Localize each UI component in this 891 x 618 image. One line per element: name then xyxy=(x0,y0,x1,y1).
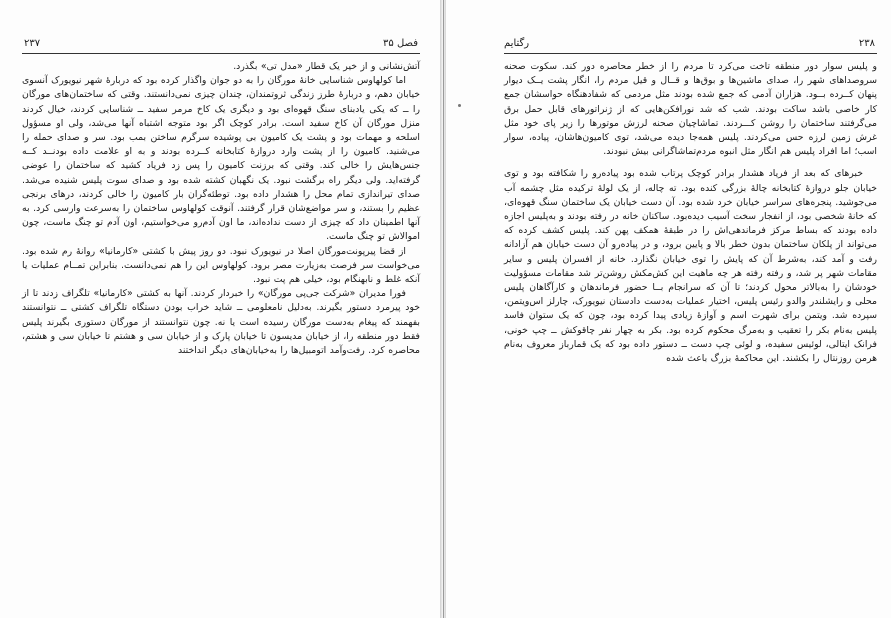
left-running-title: فصل ۳۵ xyxy=(383,38,418,49)
gutter-line xyxy=(443,0,444,618)
right-paragraph-1: و پلیس سوار دور منطقه تاخت می‌کرد تا مردم را از خطر محاصره دور کند. سکوت صحنه سروصداهای شهر را، صدای ماشین‌ها و بوق‌ها و قــال و قیل مردم را، انگار پشت یــک دیوار پنهان کــرده بــود. هزاران آدمی که جمع شده بودند مثل مردمی که شفادهنگاه حواسشان جمع کار خاصی باشد ساکت بودند. شب که شد نورافکن‌هایی که از ژنراتورهای قابل حمل برق می‌گرفتند ساختمان را روشن کـــردند. تماشاچیان صحنه لرزش موتورها را زیر پای خود مثل غرش زمین لرزه حس می‌کردند. پلیس همه‌جا دیده می‌شد، توی کامیون‌هاشان، پیاده، سوار اسب؛ اما افراد پلیس هم انگار مثل انبوه مردم‌تماشاگرانی بیش نبودند. xyxy=(504,61,877,158)
right-paragraph-2: خبرهای که بعد از فریاد هشدار برادر کوچک پرتاب شده بود پیاده‌رو را شکافته بود و توی خیابان جلو دروازهٔ کتابخانه چالهٔ بزرگی کنده بود. ته چاله، از یک لولهٔ ترکیده مثل چشمه آب می‌جوشید. پنجره‌های سراسر خیابان خرد شده بود. آن دست خیابان یک ساختمان سنگ قهوه‌ای، که خانهٔ شخصی بود، از انفجار سخت آسیب دیده‌بود. ساکنان خانه در رفته بودند و به‌پلیس اجازه داده بودند که بساط مرکز فرماندهی‌اش را در طبقهٔ همکف پهن کند. پلیس کشف کرده که می‌تواند از پلکان ساختمان بدون خطر بالا و پایین برود، و در پیاده‌رو آن دست خیابان هم آزادانه رفت و آمد کند، به‌شرط آن که پایش را توی خیابان نگذارد. خانه از افسران پلیس و سایر مقامات شهر پر شد، و رفته رفته هر چه ماهیت این کش‌مکش روشن‌تر شد مقامات مسؤولیت خودشان را به‌بالاتر محول کردند؛ تا آن که سرانجام بــا حضور فرماندهان و کارآگاهان پلیس محلی و رایشلندر والدو رئیس پلیس، اختیار عملیات به‌دست دادستان نیویورک، چارلز اس‌ویتمن، سپرده شد. ویتمن برای شهرت اسم و آوازهٔ زیادی پیدا کرده بود، چون که یک ستوان فاسد پلیس به‌نام بکر را تعقیب و به‌مرگ محکوم کرده بود. بکر به چهار نفر چاقوکش ــ چپ خونی، فرانک ایتالی، لوئیس سفیده، و لوئی چپ دست ــ دستور داده بود که یک قمارباز معروف به‌نام هرمن روزنتال را بکشند. این محاکمهٔ بزرگ باعث شده xyxy=(504,168,877,365)
left-paragraph-1: آتش‌نشانی و از خیر یک قطار «مدل تی» بگذرد. xyxy=(233,61,420,72)
right-page-header xyxy=(504,34,875,50)
right-page-number: ۲۳۸ xyxy=(858,38,875,49)
scan-speck xyxy=(458,104,461,107)
left-paragraph-3: از قضا پیرپونت‌مورگان اصلا در نیویورک نبود. دو روز پیش با کشتی «کارمانیا» روانهٔ رم شده بود. می‌خواست سر فرصت به‌زیارت مصر برود. کولهاوس این را هم نمی‌دانست. بنابراین تمــام عملیات یا آنکه غلط و نابهنگام بود، خیلی هم پت نبود. xyxy=(22,245,420,286)
left-header-rule xyxy=(22,53,420,54)
left-page-number: ۲۳۷ xyxy=(24,38,41,49)
left-paragraph-2: اما کولهاوس شناسایی خانهٔ مورگان را به دو جوان واگذار کرده بود که دربارهٔ شهر نیویورک آنسوی خیابان دهم، و دربارهٔ طرز زندگی ثروتمندان، چندان چیزی نمی‌دانستند. وقتی که ساختمان‌های مورگان را ــ که یکی یادبنای سنگ قهوه‌ای بود و دیگری یک کاخ مرمر سفید ــ شناسایی کردند، خیال کردند منزل مورگان آن کاخ سفید است. برادر کوچک اگر بود متوجه اشتباه آنها می‌شد، ولی او مسؤول اسلحه و مهمات بود و پشت یک کامیون بی پوشیده سرگرم ساختن بمب بود. سر و صدای حمله را می‌شنید. کامیون را از پشت وارد دروازهٔ کتابخانه کــرده بودند و به او علامت داده بودنــد کــه جنس‌هایش را خالی کند. وقتی که برزنت کامیون را پس زد فریاد کشید که ساختمان را عوضی گرفته‌اید. ولی دیگر راه برگشت نبود. یک نگهبان کشته شده بود و صدای سوت پلیس شنیده می‌شد. صدای تیراندازی تمام محل را هشدار داده بود. توطئه‌گران بار کامیون را خالی کردند، درهای برنجی عظیم را بستند، و سر مواضع‌شان قرار گرفتند. آنوقت کولهاوس ساختمان را به‌سرعت وارسی کرد. به آنها اطمینان داد که چیزی از دست نداده‌اند، ما اون آدم‌رو می‌خواستیم، اون آدم تو چنگ ماست، چون اموالاش تو چنگ ماست. xyxy=(22,75,420,243)
right-header-rule xyxy=(504,53,877,54)
right-page-body xyxy=(504,60,877,366)
left-paragraph-4: فورا مدیران «شرکت جی‌پی مورگان» را خبردار کردند. آنها به کشتی «کارمانیا» تلگراف زدند تا از خود پیرمرد دستور بگیرند. به‌دلیل نامعلومی ــ شاید خراب بودن دستگاه تلگراف کشتی ــ نتوانستند بفهمند که پیغام به‌دست مورگان رسیده است یا نه. چون نتوانستند از مورگان دستوری بگیرند پلیس فقط دور منطقه را، از خیابان مدیسون تا خیابان پارک و از خیابان سی و هشتم تا خیابان سی و هشتم، محاصره کرد. رفت‌وآمد اتومبیل‌ها را به‌خیابان‌های دیگر انداختند xyxy=(22,288,420,357)
right-page xyxy=(446,0,891,618)
left-page-header xyxy=(24,34,418,50)
right-running-title: رگتایم xyxy=(504,38,530,49)
left-page xyxy=(0,0,440,618)
left-page-body xyxy=(22,60,420,358)
